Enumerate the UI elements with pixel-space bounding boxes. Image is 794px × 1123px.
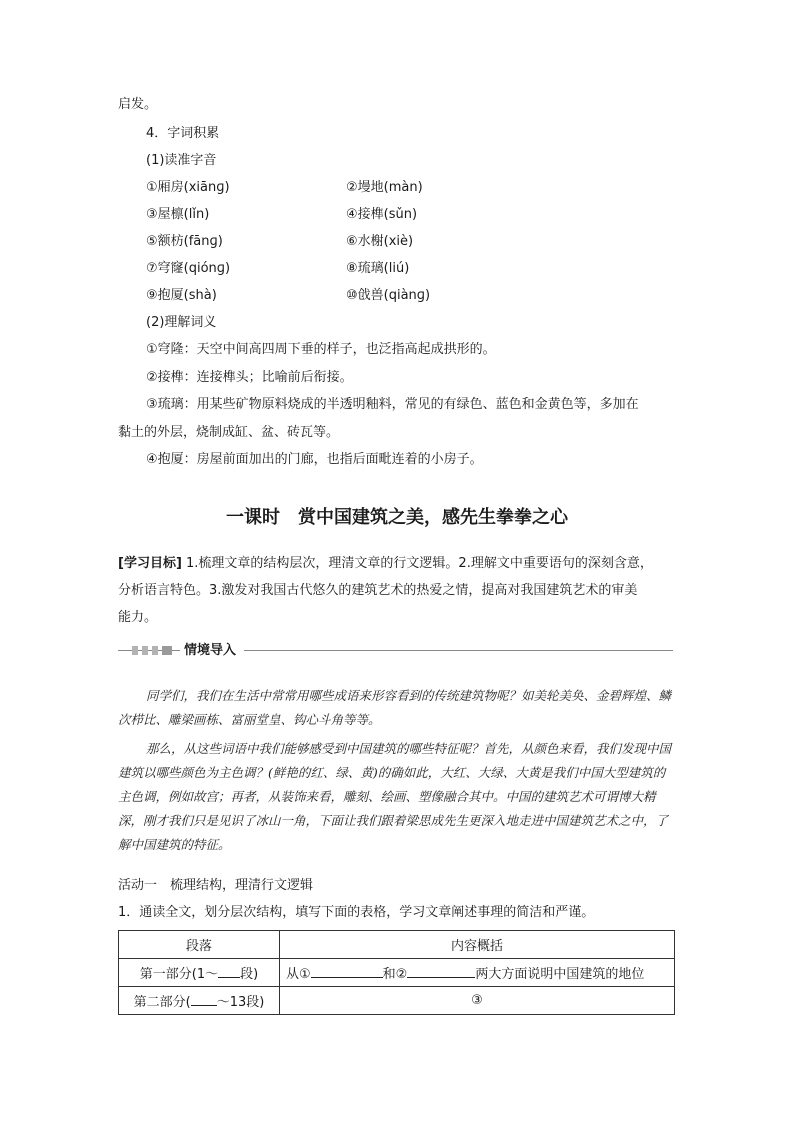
summary-cell[interactable]: ③ (280, 987, 675, 1015)
learning-goals-line (118, 555, 653, 573)
learning-goals-label: [学习目标] (118, 556, 182, 571)
table-row (119, 987, 675, 1015)
meaning-title: (2)理解词义 (146, 315, 217, 330)
divider-dash (152, 646, 158, 655)
learning-goals-line: 能力。 (118, 610, 158, 625)
pronounce-item: ④接榫(sǔn) (346, 207, 418, 222)
structure-table (118, 930, 675, 1015)
fill-blank[interactable] (311, 963, 383, 978)
divider-dash (142, 646, 148, 655)
summary-text: 和② (382, 967, 408, 982)
table-header-cell: 内容概括 (280, 931, 675, 959)
activity-title: 活动一 梳理结构，理清行文逻辑 (118, 878, 314, 893)
continued-text: 启发。 (118, 97, 158, 112)
meaning-item: ①穹隆：天空中间高四周下垂的样子，也泛指高起成拱形的。 (146, 342, 496, 357)
fill-blank[interactable] (218, 963, 240, 978)
meaning-item: ③琉璃：用某些矿物原料烧成的半透明釉料，常见的有绿色、蓝色和金黄色等，多加在 (146, 397, 639, 412)
pronounce-item: ⑦穹窿(qiónɡ) (146, 261, 231, 276)
vocab-heading: 4．字词积累 (146, 126, 220, 141)
part-cell (119, 959, 280, 987)
pronounce-title: (1)读准字音 (146, 153, 217, 168)
pronounce-item: ⑨抱厦(shà) (146, 288, 217, 303)
part-label-suffix: ～13段) (216, 995, 265, 1010)
part-label: 第二部分( (133, 995, 191, 1010)
summary-cell (280, 959, 675, 987)
pronounce-item: ①厢房(xiānɡ) (146, 180, 230, 195)
meaning-item-continued: 黏土的外层，烧制成缸、盆、砖瓦等。 (118, 425, 340, 440)
section-heading: 情境导入 (180, 641, 244, 661)
pronounce-item: ⑧琉璃(liú) (346, 261, 410, 276)
learning-goals-text: 1.梳理文章的结构层次，理清文章的行文逻辑。2.理解文中重要语句的深刻含意， (181, 556, 653, 571)
divider-dash (162, 646, 172, 655)
meaning-item: ④抱厦：房屋前面加出的门廊，也指后面毗连着的小房子。 (146, 452, 483, 467)
learning-goals-line: 分析语言特色。3.激发对我国古代悠久的建筑艺术的热爱之情，提高对我国建筑艺术的审美 (118, 583, 638, 598)
part-label-suffix: 段) (240, 967, 259, 982)
summary-text: 从① (286, 967, 311, 982)
lesson-title: 一课时 赏中国建筑之美，感先生拳拳之心 (226, 507, 568, 528)
fill-blank[interactable] (407, 963, 475, 978)
pronounce-item: ②墁地(màn) (346, 180, 423, 195)
summary-text: 两大方面说明中国建筑的地位 (475, 967, 645, 982)
pronounce-item: ⑩戗兽(qiànɡ) (346, 288, 431, 303)
pronounce-item: ⑤额枋(fānɡ) (146, 234, 223, 249)
table-row (119, 959, 675, 987)
table-header-cell: 段落 (119, 931, 280, 959)
activity-task: 1．通读全文，划分层次结构，填写下面的表格，学习文章阐述事理的简洁和严谨。 (118, 905, 595, 920)
intro-paragraph: 同学们，我们在生活中常常用哪些成语来形容看到的传统建筑物呢？如美轮美奂、金碧辉煌、鳞次栉比、雕梁画栋、富丽堂皇、钩心斗角等等。 (118, 688, 672, 727)
pronounce-item: ③屋檩(lǐn) (146, 207, 210, 222)
meaning-item: ②接榫：连接榫头；比喻前后衔接。 (146, 370, 353, 385)
pronounce-item: ⑥水榭(xiè) (346, 234, 414, 249)
part-label: 第一部分(1～ (139, 967, 219, 982)
intro-paragraph: 那么，从这些词语中我们能够感受到中国建筑的哪些特征呢？首先，从颜色来看，我们发现中国建筑以哪些颜色为主色调？(鲜艳的红、绿、黄)的确如此，大红、大绿、大黄是我们中国大型建筑的主色调，例如故宫；再者，从装饰来看，雕刻、绘画、塑像融合其中。中国的建筑艺术可谓博大精深，刚才我们只是见识了冰山一角，下面让我们跟着梁思成先生更深入地走进中国建筑艺术之中，了解中国建筑的特征。 (118, 741, 672, 852)
divider-dash (132, 646, 138, 655)
section-divider (118, 641, 673, 661)
fill-blank[interactable] (191, 991, 217, 1006)
table-header-row (119, 931, 675, 959)
part-cell (119, 987, 280, 1015)
